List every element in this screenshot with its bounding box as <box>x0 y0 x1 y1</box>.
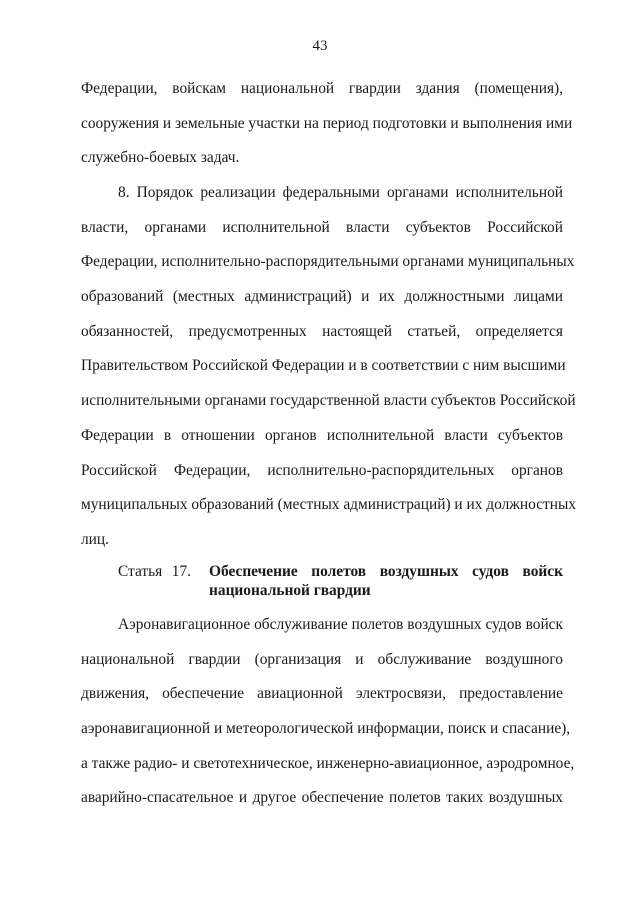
article-word: Статья <box>118 563 163 580</box>
text-line: Российской Федерации, исполнительно-распорядительных органов <box>81 461 563 479</box>
text-line: сооружения и земельные участки на период подготовки и выполнения ими <box>81 114 573 132</box>
article-number: 17. <box>171 563 191 580</box>
text-line: Федерации, исполнительно-распорядительными органами муниципальных <box>81 253 575 271</box>
text-line: национальной гвардии (организация и обслуживание воздушного <box>81 650 563 668</box>
article-heading <box>81 562 563 600</box>
text-line: Правительством Российской Федерации и в соответствии с ним высшими <box>81 357 566 375</box>
article-title-line: Обеспечение полетов воздушных судов войск <box>209 563 563 580</box>
article-title <box>209 562 563 600</box>
text-line: Аэронавигационное обслуживание полетов воздушных судов войск <box>118 616 563 633</box>
text-line: власти, органами исполнительной власти субъектов Российской <box>81 218 563 236</box>
text-line: образований (местных администраций) и их должностными лицами <box>81 288 563 306</box>
article-body <box>81 608 575 816</box>
text-line: служебно-боевых задач. <box>81 149 240 167</box>
article-label <box>81 562 209 600</box>
text-line: 8. Порядок реализации федеральными органами исполнительной <box>118 184 563 201</box>
page-number: 43 <box>312 38 328 54</box>
text-line: обязанностей, предусмотренных настоящей статьей, определяется <box>81 322 563 340</box>
text-line: аэронавигационной и метеорологической информации, поиск и спасание), <box>81 720 571 738</box>
text-line: лиц. <box>81 530 110 548</box>
text-line: аварийно-спасательное и другое обеспечение полетов таких воздушных <box>81 789 563 807</box>
text-line: исполнительными органами государственной власти субъектов Российской <box>81 392 576 410</box>
text-line: Федерации в отношении органов исполнительной власти субъектов <box>81 426 563 444</box>
paragraph-continuation <box>81 72 573 176</box>
article-title-line: национальной гвардии <box>209 582 371 599</box>
text-line: движения, обеспечение авиационной электросвязи, предоставление <box>81 685 563 703</box>
paragraph-item-8 <box>81 176 577 558</box>
text-line: муниципальных образований (местных администраций) и их должностных <box>81 496 577 514</box>
text-line: а также радио- и светотехническое, инженерно-авиационное, аэродромное, <box>81 754 575 772</box>
text-line: Федерации, войскам национальной гвардии здания (помещения), <box>81 80 563 97</box>
